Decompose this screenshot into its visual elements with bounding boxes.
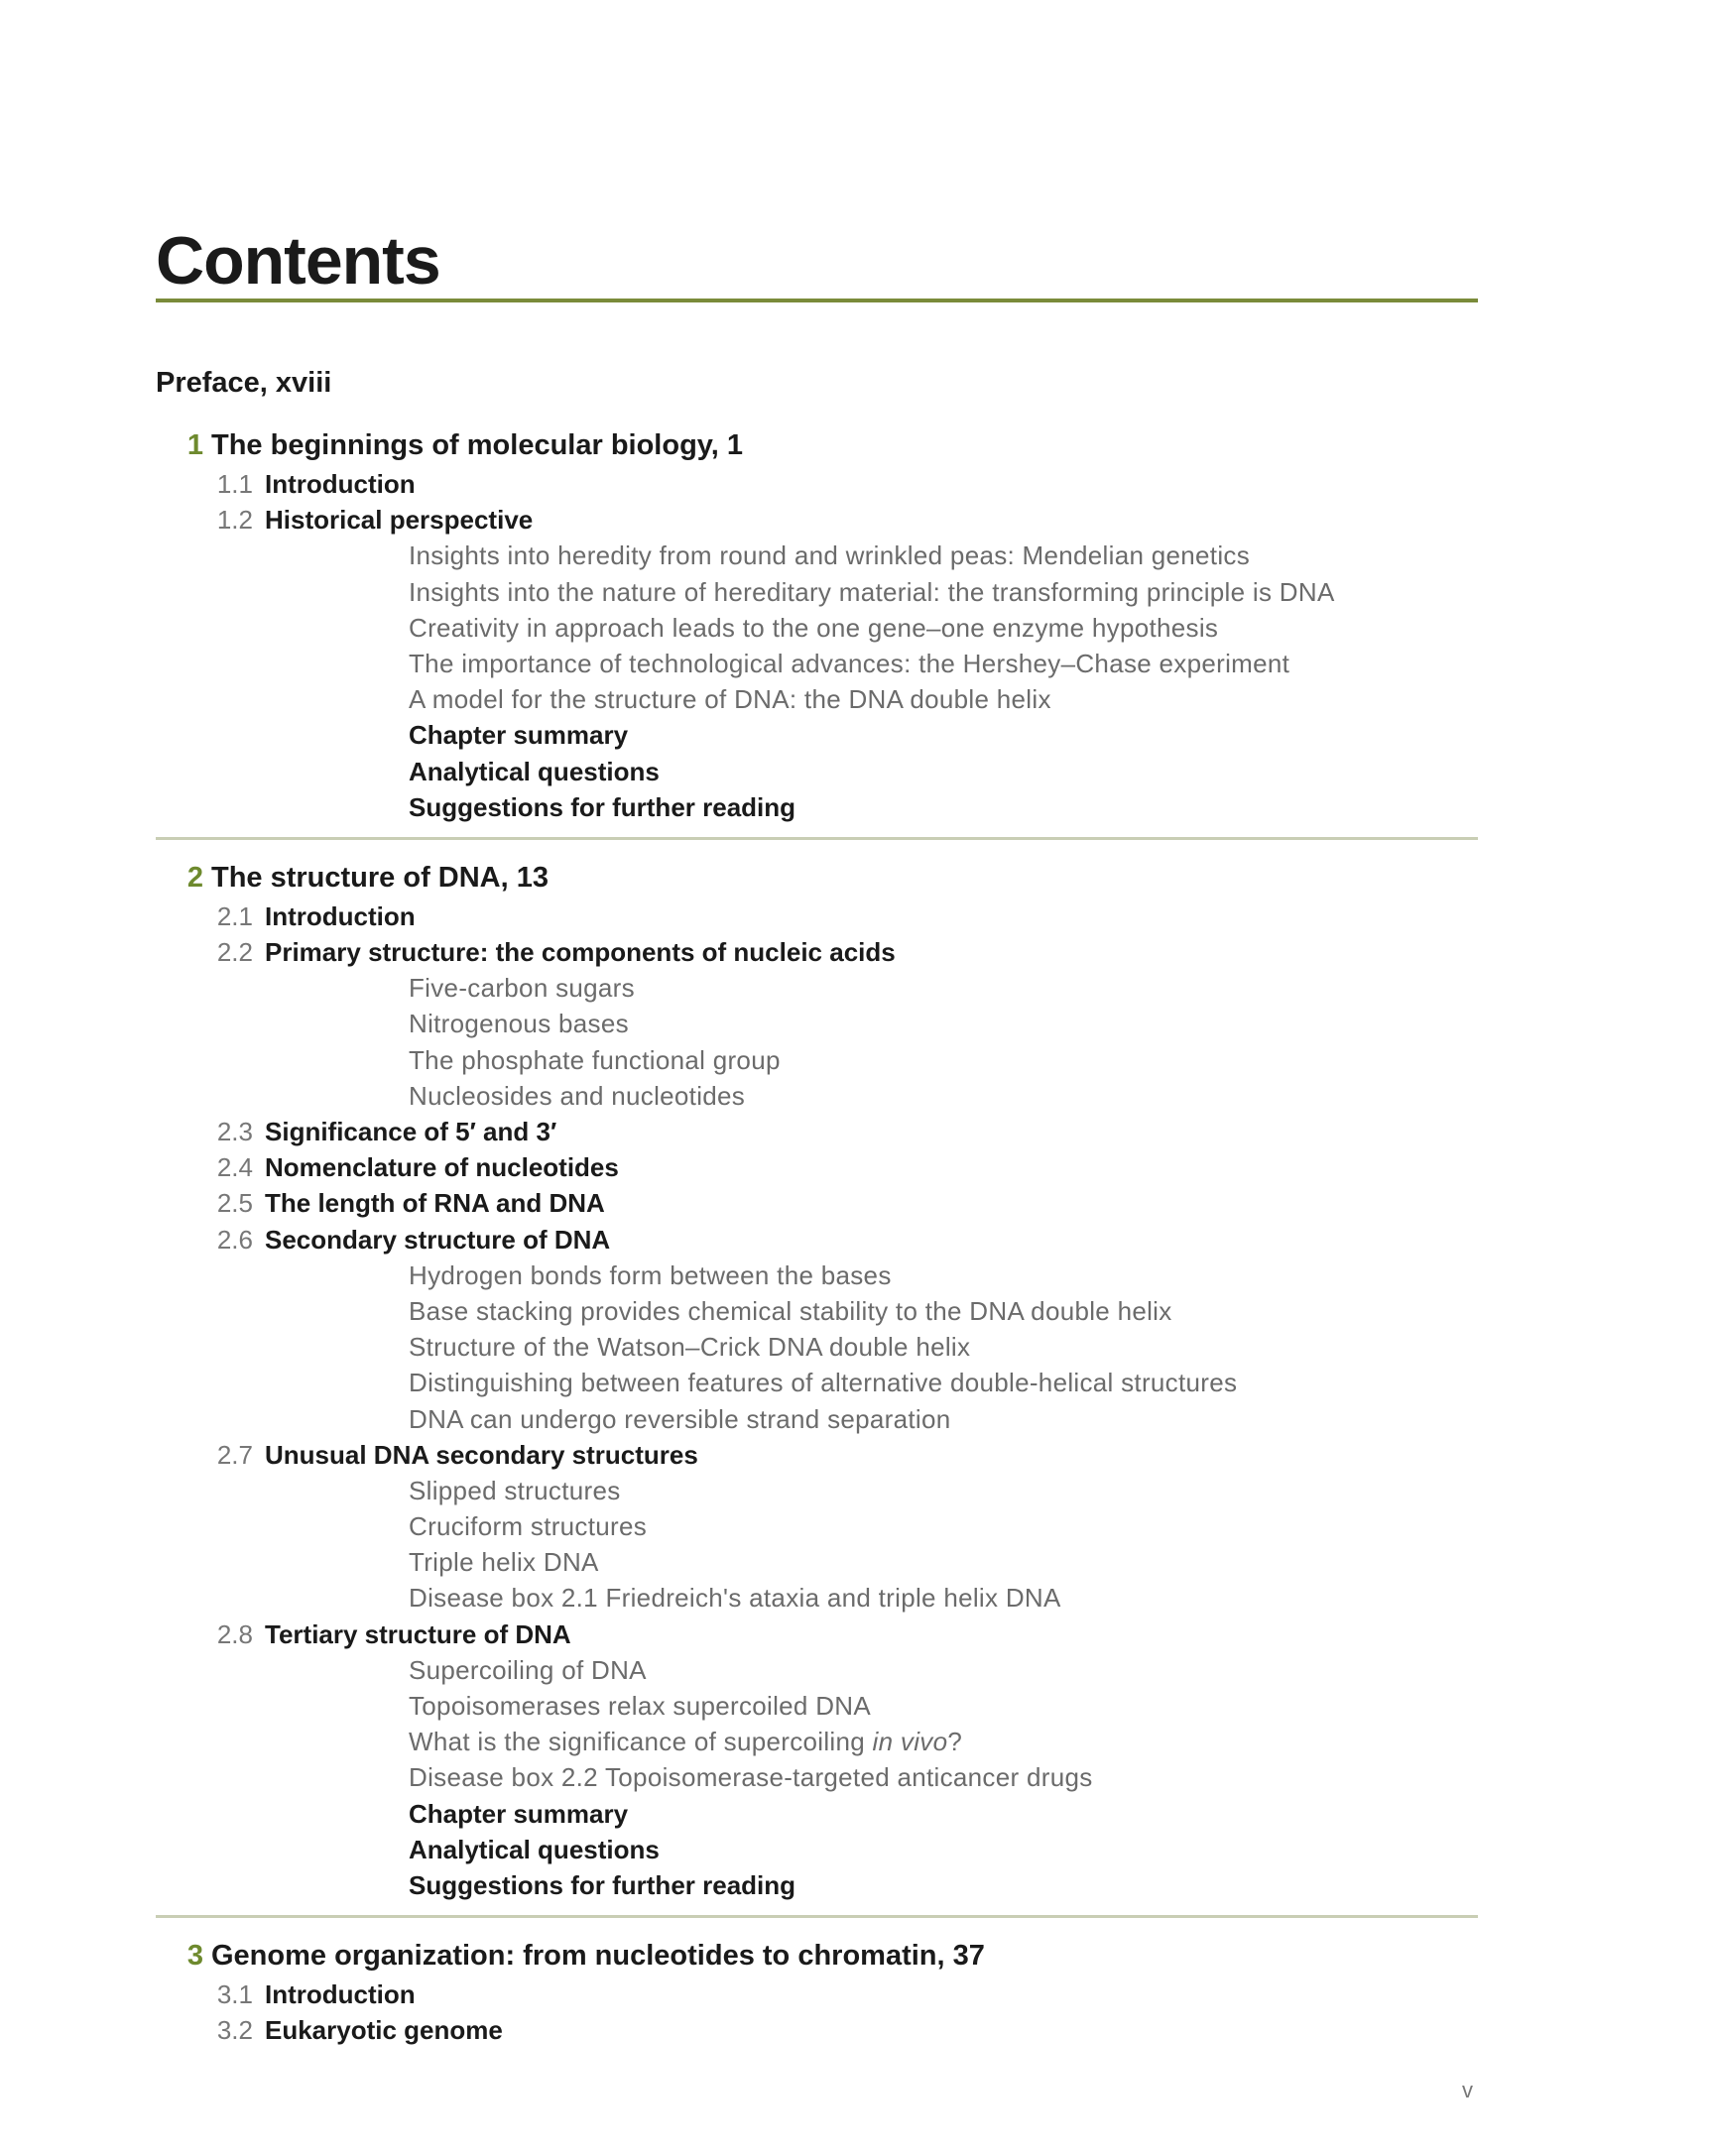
end-matter-title: Chapter summary <box>409 720 629 751</box>
chapter-number: 1 <box>186 429 203 461</box>
italic-term: in vivo <box>872 1727 948 1757</box>
section-number: 2.7 <box>216 1439 253 1470</box>
subsection-title: Five-carbon sugars <box>409 973 635 1004</box>
section-entry[interactable] <box>156 1617 1478 1652</box>
section-entry[interactable] <box>156 502 1478 538</box>
section-number: 2.8 <box>216 1618 253 1649</box>
chapter-divider <box>156 1915 1478 1918</box>
section-number: 3.2 <box>216 2015 253 2046</box>
subsection-title: Structure of the Watson–Crick DNA double helix <box>409 1332 971 1363</box>
subsection-entry[interactable] <box>156 970 1478 1006</box>
subsection-title: Triple helix DNA <box>409 1547 599 1578</box>
subsection-title: Disease box 2.2 Topoisomerase-targeted anticancer drugs <box>409 1762 1093 1793</box>
subsection-title: Nucleosides and nucleotides <box>409 1080 746 1111</box>
end-matter-title: Analytical questions <box>409 756 660 786</box>
subsection-entry[interactable] <box>156 1329 1478 1365</box>
chapter-block-1 <box>156 424 1478 825</box>
section-number: 1.2 <box>216 505 253 536</box>
chapter-title-row[interactable] <box>156 1935 1478 1976</box>
subsection-entry[interactable] <box>156 1365 1478 1400</box>
section-title: Introduction <box>265 1979 416 2010</box>
chapter-block-3 <box>156 1935 1478 2048</box>
subsection-entry[interactable] <box>156 1759 1478 1795</box>
section-entry[interactable] <box>156 1114 1478 1149</box>
subsection-title: Insights into the nature of hereditary material: the transforming principle is DNA <box>409 576 1335 607</box>
section-number: 2.4 <box>216 1152 253 1183</box>
subsection-entry[interactable] <box>156 538 1478 573</box>
table-of-contents <box>156 424 1478 2049</box>
section-title: The length of RNA and DNA <box>265 1188 605 1219</box>
subsection-title: Base stacking provides chemical stability to the DNA double helix <box>409 1295 1172 1326</box>
subsection-title: Cruciform structures <box>409 1511 648 1542</box>
subsection-title: Distinguishing between features of alternative double-helical structures <box>409 1368 1238 1398</box>
chapter-end-entry[interactable] <box>156 1867 1478 1903</box>
chapter-end-entry[interactable] <box>156 789 1478 825</box>
section-title: Unusual DNA secondary structures <box>265 1439 698 1470</box>
section-title: Secondary structure of DNA <box>265 1224 611 1255</box>
end-matter-title: Analytical questions <box>409 1834 660 1864</box>
section-number: 1.1 <box>216 469 253 499</box>
section-title: Tertiary structure of DNA <box>265 1618 571 1649</box>
subsection-title: What is the significance of supercoiling in vivo? <box>409 1727 963 1757</box>
chapter-title: The structure of DNA, 13 <box>211 861 549 894</box>
section-title: Primary structure: the components of nucleic acids <box>265 937 896 968</box>
section-title: Introduction <box>265 900 416 931</box>
subsection-entry[interactable] <box>156 1401 1478 1437</box>
section-title: Nomenclature of nucleotides <box>265 1152 619 1183</box>
subsection-entry[interactable] <box>156 574 1478 610</box>
subsection-entry[interactable] <box>156 1580 1478 1616</box>
subsection-title: Nitrogenous bases <box>409 1009 629 1039</box>
chapter-title: The beginnings of molecular biology, 1 <box>211 429 744 461</box>
page-number: v <box>1462 2078 1473 2102</box>
subsection-entry[interactable] <box>156 610 1478 646</box>
subsection-entry[interactable] <box>156 1293 1478 1329</box>
title-underline <box>156 299 1478 302</box>
subsection-title: Hydrogen bonds form between the bases <box>409 1259 892 1290</box>
section-number: 2.2 <box>216 937 253 968</box>
subsection-title: Topoisomerases relax supercoiled DNA <box>409 1691 872 1721</box>
section-entry[interactable] <box>156 934 1478 970</box>
subsection-entry[interactable] <box>156 1688 1478 1724</box>
subsection-entry[interactable] <box>156 1473 1478 1508</box>
subsection-title: The phosphate functional group <box>409 1044 781 1075</box>
section-title: Eukaryotic genome <box>265 2015 503 2046</box>
section-title: Significance of 5′ and 3′ <box>265 1117 557 1146</box>
chapter-title-row[interactable] <box>156 424 1478 466</box>
subsection-entry[interactable] <box>156 1078 1478 1114</box>
chapter-end-entry[interactable] <box>156 1832 1478 1867</box>
section-entry[interactable] <box>156 466 1478 502</box>
section-number: 3.1 <box>216 1979 253 2010</box>
subsection-title: The importance of technological advances: the Hershey–Chase experiment <box>409 648 1290 678</box>
section-entry[interactable] <box>156 1222 1478 1258</box>
subsection-entry[interactable] <box>156 1652 1478 1688</box>
section-entry[interactable] <box>156 1976 1478 2012</box>
end-matter-title: Suggestions for further reading <box>409 1869 796 1900</box>
section-entry[interactable] <box>156 1149 1478 1185</box>
page-title: Contents <box>156 223 440 299</box>
section-entry[interactable] <box>156 1185 1478 1221</box>
section-title: Historical perspective <box>265 505 534 536</box>
subsection-entry[interactable] <box>156 1042 1478 1078</box>
subsection-entry[interactable] <box>156 1508 1478 1544</box>
subsection-entry[interactable] <box>156 1544 1478 1580</box>
chapter-number: 3 <box>186 1940 203 1973</box>
subsection-title: DNA can undergo reversible strand separation <box>409 1403 951 1434</box>
chapter-number: 2 <box>186 861 203 894</box>
section-entry[interactable] <box>156 2012 1478 2048</box>
subsection-entry[interactable] <box>156 681 1478 717</box>
chapter-block-2 <box>156 857 1478 1903</box>
subsection-title: Insights into heredity from round and wrinkled peas: Mendelian genetics <box>409 540 1250 571</box>
subsection-title: A model for the structure of DNA: the DNA double helix <box>409 684 1051 715</box>
chapter-divider <box>156 837 1478 840</box>
section-number: 2.6 <box>216 1224 253 1255</box>
subsection-title: Supercoiling of DNA <box>409 1654 647 1685</box>
section-entry[interactable] <box>156 898 1478 934</box>
chapter-end-entry[interactable] <box>156 1796 1478 1832</box>
section-number: 2.3 <box>216 1117 253 1146</box>
subsection-entry[interactable] <box>156 646 1478 681</box>
subsection-title: Slipped structures <box>409 1475 621 1505</box>
section-entry[interactable] <box>156 1437 1478 1473</box>
chapter-end-entry[interactable] <box>156 717 1478 753</box>
preface-entry[interactable]: Preface, xviii <box>156 367 332 399</box>
chapter-title: Genome organization: from nucleotides to chromatin, 37 <box>211 1940 985 1973</box>
subsection-title: Creativity in approach leads to the one gene–one enzyme hypothesis <box>409 612 1219 643</box>
subsection-entry[interactable] <box>156 1006 1478 1041</box>
section-number: 2.5 <box>216 1188 253 1219</box>
subsection-title: Disease box 2.1 Friedreich's ataxia and triple helix DNA <box>409 1583 1061 1614</box>
end-matter-title: Chapter summary <box>409 1798 629 1829</box>
end-matter-title: Suggestions for further reading <box>409 791 796 822</box>
subsection-entry[interactable] <box>156 1258 1478 1293</box>
section-number: 2.1 <box>216 900 253 931</box>
section-title: Introduction <box>265 469 416 499</box>
subsection-entry[interactable] <box>156 1724 1478 1759</box>
chapter-title-row[interactable] <box>156 857 1478 898</box>
chapter-end-entry[interactable] <box>156 754 1478 789</box>
